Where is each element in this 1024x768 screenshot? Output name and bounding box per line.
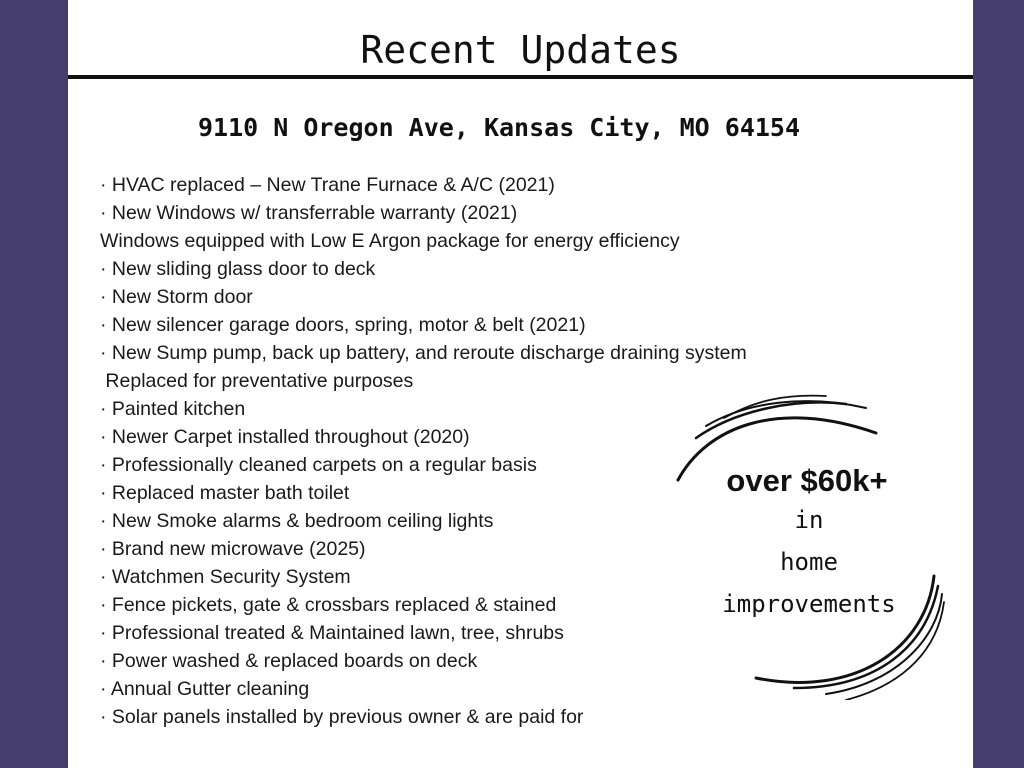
update-item: Windows equipped with Low E Argon package for energy efficiency: [100, 230, 680, 252]
update-item: · Newer Carpet installed throughout (2020): [100, 426, 470, 448]
update-item: · New Storm door: [100, 286, 253, 308]
updates-list: [100, 171, 747, 731]
property-address: 9110 N Oregon Ave, Kansas City, MO 64154: [197, 113, 801, 142]
flyer-page: [68, 0, 973, 768]
badge-line-in: in: [794, 506, 824, 534]
update-item: · New Sump pump, back up battery, and reroute discharge draining system: [100, 342, 747, 364]
update-item: · Painted kitchen: [100, 398, 246, 420]
improvements-badge: [676, 388, 952, 700]
badge-amount: over $60k+: [726, 463, 888, 498]
update-item: Replaced for preventative purposes: [100, 370, 414, 392]
update-item: · New Windows w/ transferrable warranty (2021): [100, 202, 518, 224]
update-item: · Power washed & replaced boards on deck: [100, 650, 478, 672]
badge-line-home: home: [780, 548, 838, 576]
update-item: · New sliding glass door to deck: [100, 258, 376, 280]
update-item: · Replaced master bath toilet: [100, 482, 350, 504]
title-divider: [68, 75, 973, 79]
update-item: · Solar panels installed by previous owner & are paid for: [100, 706, 584, 728]
update-item: · HVAC replaced – New Trane Furnace & A/C (2021): [100, 174, 555, 196]
page-title: Recent Updates: [360, 28, 681, 72]
update-item: · Annual Gutter cleaning: [100, 678, 310, 700]
update-item: · Brand new microwave (2025): [100, 538, 366, 560]
update-item: · Professional treated & Maintained lawn, tree, shrubs: [100, 622, 564, 644]
swoosh-arcs-icon: [676, 388, 952, 700]
update-item: · New Smoke alarms & bedroom ceiling lights: [100, 510, 494, 532]
update-item: · Professionally cleaned carpets on a regular basis: [100, 454, 537, 476]
update-item: · Fence pickets, gate & crossbars replaced & stained: [100, 594, 557, 616]
badge-line-improvements: improvements: [722, 590, 896, 618]
update-item: · New silencer garage doors, spring, motor & belt (2021): [100, 314, 586, 336]
update-item: · Watchmen Security System: [100, 566, 351, 588]
